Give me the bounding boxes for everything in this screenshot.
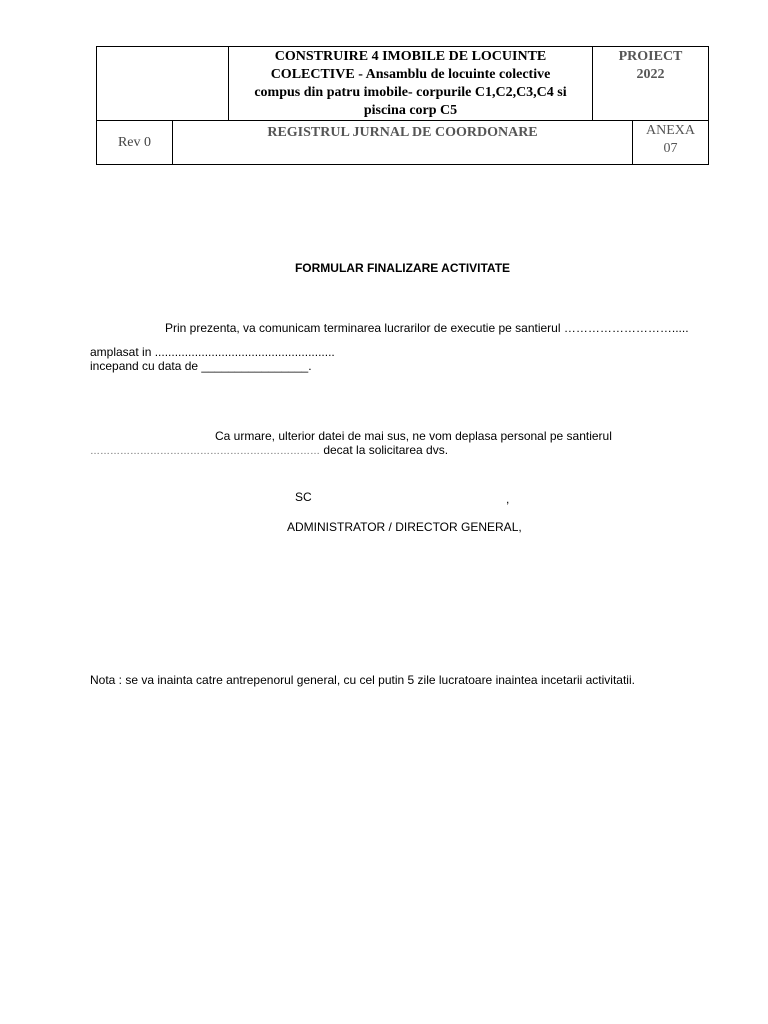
revision-label: Rev 0 — [117, 134, 152, 150]
project-title-cell — [229, 47, 593, 121]
paragraph-1-line-1: Prin prezenta, va comunicam terminarea lucrarilor de executie pe santierul ………………………..... — [165, 321, 689, 335]
project-year: 2022 — [636, 67, 665, 82]
note-text: Nota : se va inainta catre antrepenorul general, cu cel putin 5 zile lucratoare inaintea incetarii activitatii. — [90, 673, 635, 687]
register-cell — [173, 121, 633, 165]
paragraph-2-line-2-text: decat la solicitarea dvs. — [320, 443, 449, 457]
project-title-line: COLECTIVE - Ansamblu de locuinte colective — [270, 67, 551, 82]
paragraph-1-line-2: amplasat in ...................................................... — [90, 345, 335, 359]
revision-cell — [97, 121, 173, 165]
paragraph-2-line-2 — [90, 443, 448, 459]
project-title-line: CONSTRUIRE 4 IMOBILE DE LOCUINTE — [274, 49, 547, 64]
company-comma: , — [506, 492, 510, 506]
project-year-cell — [593, 47, 709, 121]
paragraph-2-line-1: Ca urmare, ulterior datei de mai sus, ne vom deplasa personal pe santierul — [215, 429, 612, 443]
project-label: PROIECT — [618, 49, 683, 64]
company-label: SC — [295, 490, 312, 504]
project-title-line: compus din patru imobile- corpurile C1,C2,C3,C4 si — [254, 85, 567, 100]
header-logo-cell — [97, 47, 229, 121]
annex-label: ANEXA — [646, 123, 695, 138]
site-name-dots: …………………………………………………………… — [90, 446, 320, 457]
paragraph-1-line-3: incepand cu data de ________________. — [90, 359, 312, 373]
document-header-table — [96, 46, 709, 165]
project-title-line: piscina corp C5 — [363, 103, 458, 118]
signatory-title: ADMINISTRATOR / DIRECTOR GENERAL, — [287, 520, 522, 534]
annex-number: 07 — [663, 141, 678, 156]
register-title: REGISTRUL JURNAL DE COORDONARE — [267, 125, 538, 140]
form-title: FORMULAR FINALIZARE ACTIVITATE — [294, 261, 511, 275]
annex-cell — [633, 121, 709, 165]
